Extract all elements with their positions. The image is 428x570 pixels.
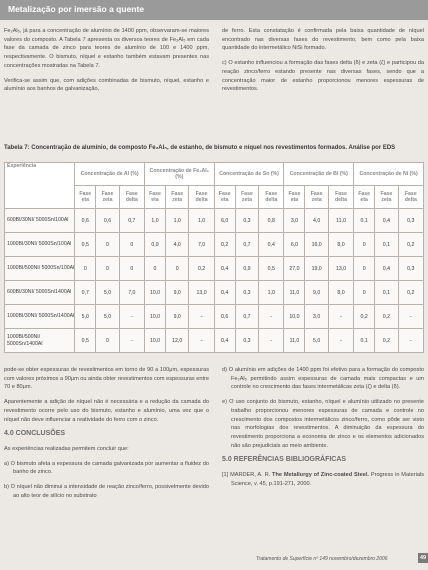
value-cell: 13,0: [328, 257, 353, 281]
value-cell: 0: [354, 257, 375, 281]
value-cell: -: [189, 305, 214, 329]
group-header-ni: Concentração de Ni (%): [354, 163, 424, 186]
phase-header: Fase zeta: [166, 186, 189, 209]
value-cell: 1,0: [259, 281, 284, 305]
value-cell: 16,0: [305, 233, 328, 257]
section-header: [0, 0, 428, 20]
value-cell: 0: [354, 281, 375, 305]
value-cell: -: [328, 329, 353, 353]
value-cell: 0,3: [235, 281, 258, 305]
value-cell: 0,4: [214, 257, 235, 281]
value-cell: 7,0: [119, 281, 144, 305]
paragraph: pode-se obter espessuras de revestimentos em torno de 90 a 100μm, espessuras com valores próximos a 90μm ou ainda obter revestimentos com espessuras entre 70 e 80μm.: [4, 367, 210, 391]
value-cell: -: [328, 305, 353, 329]
experiment-cell: 1000BI/30NI/ 5000Sn/100Al: [5, 233, 75, 257]
conclusions-heading: 4.0 CONCLUSÕES: [4, 430, 66, 438]
value-cell: 0,1: [354, 209, 375, 233]
experiment-cell: 1000BI/30NI/ 5000Sn/1400Al: [5, 305, 75, 329]
value-cell: 10,0: [284, 305, 305, 329]
value-cell: 0,7: [235, 305, 258, 329]
value-cell: 0: [354, 233, 375, 257]
value-cell: 0,7: [75, 281, 96, 305]
value-cell: 0,2: [398, 233, 423, 257]
value-cell: 0,2: [354, 305, 375, 329]
reference-item: [222, 471, 424, 488]
phase-header: Fase zeta: [305, 186, 328, 209]
value-cell: 0: [96, 329, 119, 353]
value-cell: 1,0: [166, 209, 189, 233]
value-cell: 10,0: [144, 281, 165, 305]
value-cell: 0,5: [75, 233, 96, 257]
footer-text: Tratamento de Superfície nº 149 novembro/dezembro 2006: [256, 556, 388, 562]
value-cell: 5,0: [305, 329, 328, 353]
value-cell: 27,0: [284, 257, 305, 281]
section-title: Metalização por imersão a quente: [8, 4, 145, 14]
list-item-d: d) O alumínio em adições de 1400 ppm foi efetivo para a formação do composto Fe₂Al₅ permitindo assim espessuras de camada mais compactas e um controle no crescimento das fases intermetálicas zeta (ζ) e delta (δ).: [222, 367, 424, 391]
value-cell: 6,0: [284, 233, 305, 257]
value-cell: 3,0: [284, 209, 305, 233]
value-cell: 0,3: [235, 209, 258, 233]
experiment-cell: 1000BI/500NI/ 5000Sn/100Al: [5, 257, 75, 281]
value-cell: 0,7: [235, 233, 258, 257]
value-cell: 0,4: [214, 281, 235, 305]
value-cell: 0,5: [75, 329, 96, 353]
value-cell: 11,0: [284, 329, 305, 353]
phase-header: Fase delta: [119, 186, 144, 209]
experiment-cell: 600BI/30NI/ 5000Sn/1400Al: [5, 281, 75, 305]
phase-header: Fase zeta: [235, 186, 258, 209]
value-cell: 0,2: [375, 329, 398, 353]
value-cell: -: [259, 305, 284, 329]
value-cell: 0,9: [144, 233, 165, 257]
phase-header: Fase eta: [354, 186, 375, 209]
value-cell: -: [259, 329, 284, 353]
bottom-left-column: [4, 366, 209, 506]
experiment-header: Experiência: [5, 163, 75, 209]
value-cell: 0: [75, 257, 96, 281]
value-cell: 13,0: [189, 281, 214, 305]
value-cell: 0: [96, 233, 119, 257]
value-cell: 0,4: [214, 329, 235, 353]
paragraph: Fe₂Al₅, já para a concentração de alumínio de 1400 ppm, observaram-se maiores valores do composto. A Tabela 7 apresenta os diversos teores de Fe₂Al₅ em cada fase da camada de zinco para teores de alumínio de 100 e 1400 ppm, respectivamente. O bismuto, níquel e estanho também estavam presentes nas concentrações mostradas na Tabela 7.: [4, 28, 209, 69]
list-item-c: c) O estanho influenciou a formação das fases delta (δ) e zeta (ζ) e participou da reação zinco/ferro estando presente nas diversas fases, sendo que a concentração maior de estanho proporcionou menores espessuras de revestimentos.: [222, 60, 424, 93]
value-cell: 0: [166, 257, 189, 281]
value-cell: 0,9: [235, 257, 258, 281]
value-cell: 0,2: [214, 233, 235, 257]
top-right-column: [222, 27, 424, 100]
phase-header: Fase zeta: [375, 186, 398, 209]
value-cell: 0: [144, 257, 165, 281]
page-number: 49: [419, 555, 427, 561]
phase-header: Fase eta: [214, 186, 235, 209]
phase-header: Fase delta: [328, 186, 353, 209]
list-item-a: a) O bismuto afeta a espessura de camada galvanizada por aumentar a fluidez do banho de zinco.: [4, 460, 209, 476]
value-cell: 0,6: [75, 209, 96, 233]
list-item-e: e) O uso conjunto do bismuto, estanho, níquel e alumínio utilizado no presente trabalho proporcionou menores espessuras de camada e controle no crescimento dos compostos intermetálicos zinco/ferro, como pôde ser visto nas morfologias dos revestimentos. A diminuição da espessura do revestimento proporciona a economia de zinco e os elementos adicionados não são prejudiciais ao meio ambiente.: [222, 399, 424, 449]
value-cell: 1,0: [144, 209, 165, 233]
value-cell: 19,0: [305, 257, 328, 281]
phase-header: Fase delta: [398, 186, 423, 209]
reference-title: The Metallurgy of Zinc-coated Steel.: [272, 472, 369, 479]
phase-header: Fase zeta: [96, 186, 119, 209]
phase-header: Fase eta: [75, 186, 96, 209]
value-cell: 0,1: [354, 329, 375, 353]
value-cell: 0,8: [259, 209, 284, 233]
value-cell: 12,0: [166, 329, 189, 353]
value-cell: -: [189, 329, 214, 353]
phase-header: Fase delta: [259, 186, 284, 209]
bottom-right-column: [222, 366, 424, 494]
value-cell: 0,4: [259, 233, 284, 257]
value-cell: 0: [96, 257, 119, 281]
value-cell: 9,0: [305, 281, 328, 305]
value-cell: 9,0: [166, 281, 189, 305]
table-caption: Tabela 7: Concentração de alumínio, de composto Fe₂Al₅, de estanho, de bismuto e níquel nos revestimentos formados. Análise por EDS: [4, 145, 396, 151]
value-cell: 0,7: [119, 209, 144, 233]
value-cell: 7,0: [189, 233, 214, 257]
paragraph: Aparentemente a adição de níquel não é necessária e a redução da camada do revestimento ocorre pelo uso do bismuto, estanho e alumínio, uma vez que o níquel não deve influenciar a reatividade do ferro com o zinco.: [4, 399, 209, 423]
value-cell: 5,0: [96, 281, 119, 305]
paragraph: de ferro. Esta constatação é confirmada pela baixa quantidade de níquel encontrado nas diversas fases do revestimento, bem como pela baixa quantidade do intermetálico NiSi formado.: [222, 28, 424, 52]
value-cell: 0,4: [375, 209, 398, 233]
value-cell: 6,0: [214, 209, 235, 233]
group-header-sn: Concentração de Sn (%): [214, 163, 284, 186]
experiment-cell: 600BI/30NI/ 5000Sn/100Al: [5, 209, 75, 233]
value-cell: 0: [119, 233, 144, 257]
data-table: [4, 162, 424, 353]
value-cell: 0: [119, 257, 144, 281]
value-cell: 0,1: [375, 233, 398, 257]
value-cell: 8,0: [328, 233, 353, 257]
value-cell: -: [119, 329, 144, 353]
value-cell: 11,0: [284, 281, 305, 305]
value-cell: 0,1: [375, 281, 398, 305]
paragraph: Verifica-se assim que, com adições combinadas de bismuto, níquel, estanho e alumínio aos banhos de galvanização,: [4, 77, 209, 93]
table-row: [5, 329, 424, 353]
table-row: [5, 209, 424, 233]
value-cell: 11,0: [328, 209, 353, 233]
value-cell: 5,0: [75, 305, 96, 329]
group-header-al: Concentração de Al (%): [75, 163, 145, 186]
value-cell: 0,2: [398, 281, 423, 305]
value-cell: 4,0: [305, 209, 328, 233]
phase-header: Fase eta: [284, 186, 305, 209]
phase-header: Fase delta: [189, 186, 214, 209]
value-cell: 9,0: [166, 305, 189, 329]
group-header-fe2al5: Concentração de Fe₂Al₅ (%): [144, 163, 214, 186]
value-cell: -: [119, 305, 144, 329]
value-cell: 0,3: [235, 329, 258, 353]
phase-header: Fase eta: [144, 186, 165, 209]
group-header-bi: Concentração de Bi (%): [284, 163, 354, 186]
value-cell: 4,0: [166, 233, 189, 257]
value-cell: 0,3: [398, 257, 423, 281]
value-cell: 0,2: [189, 257, 214, 281]
experiment-cell: 1000BI/500NI/ 5000Sn/1400Al: [5, 329, 75, 353]
value-cell: 0,5: [259, 257, 284, 281]
paragraph: As experiências realizadas permitem concluir que:: [4, 445, 129, 452]
value-cell: 5,0: [96, 305, 119, 329]
value-cell: 8,0: [328, 281, 353, 305]
table-row: [5, 233, 424, 257]
table-row: [5, 305, 424, 329]
value-cell: 0,6: [214, 305, 235, 329]
value-cell: 0,3: [398, 209, 423, 233]
top-left-column: [4, 27, 209, 100]
table-row: [5, 281, 424, 305]
value-cell: 1,0: [189, 209, 214, 233]
value-cell: 0,2: [375, 305, 398, 329]
reference-number: [1] MARDER, A. R.: [222, 472, 273, 479]
value-cell: -: [398, 305, 423, 329]
value-cell: 3,0: [305, 305, 328, 329]
reference-source: Progress in Materials Science, v. 45, p.191-271, 2000.: [231, 472, 424, 487]
references-heading: 5.0 REFERÊNCIAS BIBLIOGRÁFICAS: [222, 456, 347, 464]
table-row: [5, 257, 424, 281]
list-item-b: b) O níquel não diminui a intensidade de reação zinco/ferro, possivelmente devido ao alto teor de silício no substrato: [4, 484, 209, 499]
value-cell: 10,0: [144, 329, 165, 353]
value-cell: 0,4: [375, 257, 398, 281]
value-cell: 10,0: [144, 305, 165, 329]
value-cell: 0,6: [96, 209, 119, 233]
value-cell: -: [398, 329, 423, 353]
